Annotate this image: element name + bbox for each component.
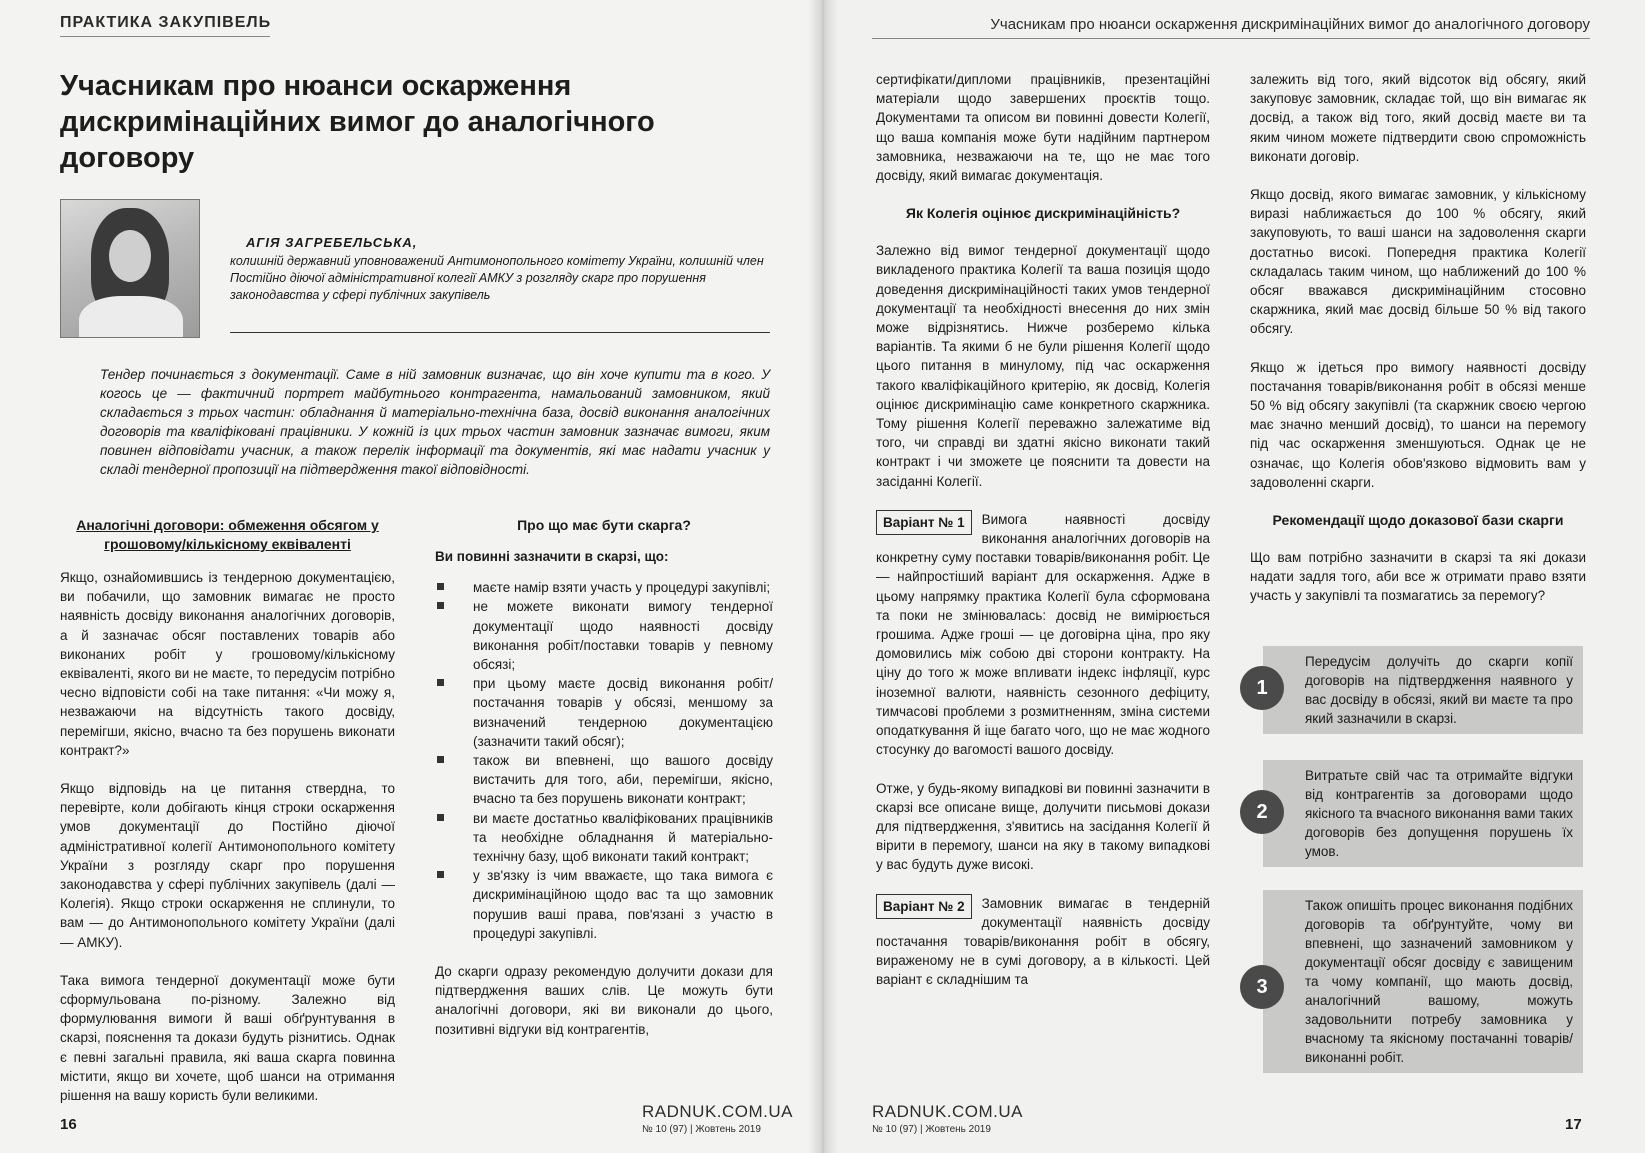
footer-site: RADNUK.COM.UA [872,1102,1024,1121]
recommendation-step-1: Передусім долучіть до скарги копії договорів на підтвердження наявного у вас досвіду в обсязі, який ви маєте та про який зазначили в скарзі. [1263,646,1583,734]
left-column-2 [435,516,773,1058]
recommendation-step-3: Також опишіть процес виконання подібних договорів та обґрунтуйте, чому ви впевнені, що зазначений замовником у документації обсяг досвіду є завищеним та чому компанії, що мають досвід, аналогічний вашому, можуть задовольнити потребу замовника у вчасному та якісному постачанні товарів/виконанні робіт. [1263,890,1583,1073]
author-bio: колишній державний уповноважений Антимонопольного комітету України, колишній член Постійно діючої адміністративної колегії АМКУ з розгляду скарг про порушення законодавства у сфері публічних закупівель [230,254,764,302]
variant-label: Варіант № 1 [876,510,972,535]
paragraph: Отже, у будь-якому випадкові ви повинні зазначити в скарзі все описане вище, долучити письмові докази для підтвердження, з'явитись на засідання Колегії й вірити в перемогу, шанси на яку в такому випадкові у вас будуть дуже високі. [876,780,1210,873]
paragraph: Якщо, ознайомившись із тендерною документацією, ви побачили, що замовник вимагає не просто наявність досвіду виконання аналогічних договорів, а й зазначає обсяг поставлених товарів або виконаних робіт у грошовому/кількісному еквіваленті, якого ви не маєте, то передусім потрібно чесно відповісти собі на таке питання: «Чи можу я, незважаючи на відсутність такого досвіду, перемігши, якісно, вчасно та без порушень виконати контракт?» [60,570,395,758]
section-rubric: ПРАКТИКА ЗАКУПІВЕЛЬ [60,14,272,31]
square-bullet-icon [437,871,444,878]
paragraph: Що вам потрібно зазначити в скарзі та які докази надати задля того, аби все ж отримати право взяти участь у закупівлі та позмагатись за перемогу? [1250,550,1586,604]
paragraph: Якщо відповідь на це питання ствердна, то перевірте, коли добігають кінця строки оскарження умов документації до Постійно діючої адміністративної колегії Антимонопольного комітету України з розгляду скарг про порушення законодавства у сфері публічних закупівель (далі — Колегія). Якщо строки оскарження не сплинули, то вам — до Антимонопольного комітету України (далі — АМКУ). [60,781,395,950]
paragraph: Якщо досвід, якого вимагає замовник, у кількісному виразі наближається до 100 % обсягу, який закуповують, то ваші шанси на задоволення скарги достатньо високі. Попередня практика Колегії складалась таким чином, що наближений до 100 % обсяг вважався дискримінаційним стосовно скаржника, який має досвід більше 50 % від такого обсягу. [1250,187,1586,337]
square-bullet-icon [437,814,444,821]
rubric-underline [60,36,270,37]
footer-issue: № 10 (97) | Жовтень 2019 [872,1124,991,1135]
square-bullet-icon [437,756,444,763]
left-page [0,0,822,1153]
footer-issue: № 10 (97) | Жовтень 2019 [642,1124,761,1135]
step-number-badge: 3 [1240,965,1284,1009]
recommendation-step-2: Витратьте свій час та отримайте відгуки від контрагентів за договорами щодо якісного та вчасного виконання вами таких договорів без допущення порушень їх умов. [1263,760,1583,867]
square-bullet-icon [437,679,444,686]
article-lead: Тендер починається з документації. Саме в ній замовник визначає, що він хоче купити та в кого. У когось це — фактичний портрет майбутнього контрагента, намальований замовником, який складається з трьох частин: обладнання й матеріально-технічна база, досвід виконання аналогічних договорів та кваліфіковані працівники. У кожній із цих трьох частин замовник зазначає вимоги, яким повинен відповідати учасник, а також перелік інформації та документів, які має надати учасник у складі тендерної пропозиції на підтвердження такої відповідності. [100,367,770,477]
list-item: у зв'язку із чим вважаєте, що така вимога є дискримінаційною щодо вас та що замовник порушив ваші права, пов'язані з участю в процедурі закупівлі. [435,866,773,943]
author-photo [60,199,200,338]
page-number: 17 [1565,1116,1582,1133]
list-item: маєте намір взяти участь у процедурі закупівлі; [435,578,773,597]
article-title: Учасникам про нюанси оскарження дискримінаційних вимог до аналогічного договору [60,70,655,174]
list-item: при цьому маєте досвід виконання робіт/постачання товарів у обсязі, меншому за визначений тендерною документацією (зазначити такий обсяг); [435,674,773,751]
left-column-1 [60,516,395,1124]
paragraph: Залежно від вимог тендерної документації щодо викладеного практика Колегії та ваша позиція щодо доведення дискримінаційності таких умов тендерної документації та необхідності внесення до них змін може відрізнятись. Нижче розберемо кілька варіантів. Та якими б не були рішення Колегії щодо цього питання в минулому, під час оскарження такого кваліфікаційного критерію, як досвід, Колегія оцінює дискримінацію саме конкретного скаржника. Тому рішення Колегії переважно залежатиме від того, чи справді ви здатні якісно виконати такий контракт і чи зможете це пояснити та довести на засіданні Колегії. [876,243,1210,489]
paragraph: залежить від того, який відсоток від обсягу, який закуповує замовник, складає той, що він вимагає як досвід, а також від того, який досвід маєте ви та яким чином можете підтвердити свою спроможність виконати договір. [1250,72,1586,164]
paragraph: До скарги одразу рекомендую долучити докази для підтвердження ваших слів. Це можуть бути аналогічні договори, які ви виконали до цього, позитивні відгуки від контрагентів, [435,964,773,1037]
right-column-1 [876,70,1210,1009]
square-bullet-icon [437,583,444,590]
spine-gutter [808,0,838,1153]
list-item: також ви впевнені, що вашого досвіду вистачить для того, аби, перемігши, якісно, вчасно та без порушень виконати контракт; [435,751,773,809]
running-head: Учасникам про нюанси оскарження дискримінаційних вимог до аналогічного договору [990,16,1590,33]
paragraph: Така вимога тендерної документації може бути сформульована по-різному. Залежно від формулювання вимоги й ваші обґрунтування в скарзі, пояснення та докази будуть різнитись. Однак є певні загальні правила, які ваша скарга повинна містити, якщо ви хочете, щоб шанси на отримання рішення на вашу користь були великими. [60,972,395,1104]
variant-paragraph: Варіант № 1 Вимога наявності досвіду виконання аналогічних договорів на конкретну суму поставки товарів/виконання робіт. Це — найпростіший варіант для оскарження. Адже в цьому напрямку практика Колегії була сформована та поки не змінювалась: досвід не вимірюється грошима. Адже гроші — це договірна ціна, про яку домовились між собою дві сторони контракту. На ціну до того ж може впливати індекс інфляції, курс іноземної валюти, наявність сезонного дефіциту, тимчасові проблеми з розмитненням, зміна системи оподаткування й іще багато чого, що не має жодного стосунку до вагомості вашого досвіду. [876,511,1210,758]
list-item: ви маєте достатньо кваліфікованих працівників та необхідне обладнання й матеріально-технічну базу, щоб виконати такий контракт; [435,809,773,867]
variant-label: Варіант № 2 [876,894,972,919]
paragraph: сертифікати/дипломи працівників, презентаційні матеріали щодо завершених проєктів тощо. Документами та описом ви повинні довести Колегії, що ваша компанія може бути надійним партнером замовника, незважаючи на те, що не має того досвіду, який вимагає документація. [876,72,1210,184]
author-name: АГІЯ ЗАГРЕБЕЛЬСЬКА, [246,235,418,250]
right-column-2 [1250,70,1586,625]
paragraph: Якщо ж ідеться про вимогу наявності досвіду постачання товарів/виконання робіт в обсязі менше 50 % від обсягу закупівлі (та скаржник своєю чергою має значно менший досвід), то шанси на перемогу під час оскарження зменшуються. Однак це не означає, що Колегія обов'язково відмовить вам у задоволенні скарги. [1250,359,1586,490]
variant-paragraph: Варіант № 2 Замовник вимагає в тендерній документації наявність досвіду постачання товарів/виконання робіт в обсягу, вираженому не в сумі договору, а в кількості. Цей варіант є складнішим та [876,895,1210,988]
header-line [872,38,1590,39]
step-number-badge: 1 [1240,666,1284,710]
list-item: не можете виконати вимогу тендерної документації щодо наявності досвіду виконання робіт/поставки товарів у певному обсязі; [435,597,773,674]
complaint-checklist [435,578,773,943]
page-number: 16 [60,1116,77,1133]
section-heading: Про що має бути скарга? [517,517,691,533]
footer-site: RADNUK.COM.UA [642,1102,794,1121]
section-heading: Аналогічні договори: обмеження обсягом у грошовому/кількісному еквіваленті [76,517,379,552]
author-divider [230,332,770,333]
square-bullet-icon [437,602,444,609]
section-heading: Рекомендації щодо доказової бази скарги [1272,512,1564,529]
list-intro: Ви повинні зазначити в скарзі, що: [435,549,669,564]
step-number-badge: 2 [1240,790,1284,834]
section-heading: Як Колегія оцінює дискримінаційність? [905,205,1181,222]
